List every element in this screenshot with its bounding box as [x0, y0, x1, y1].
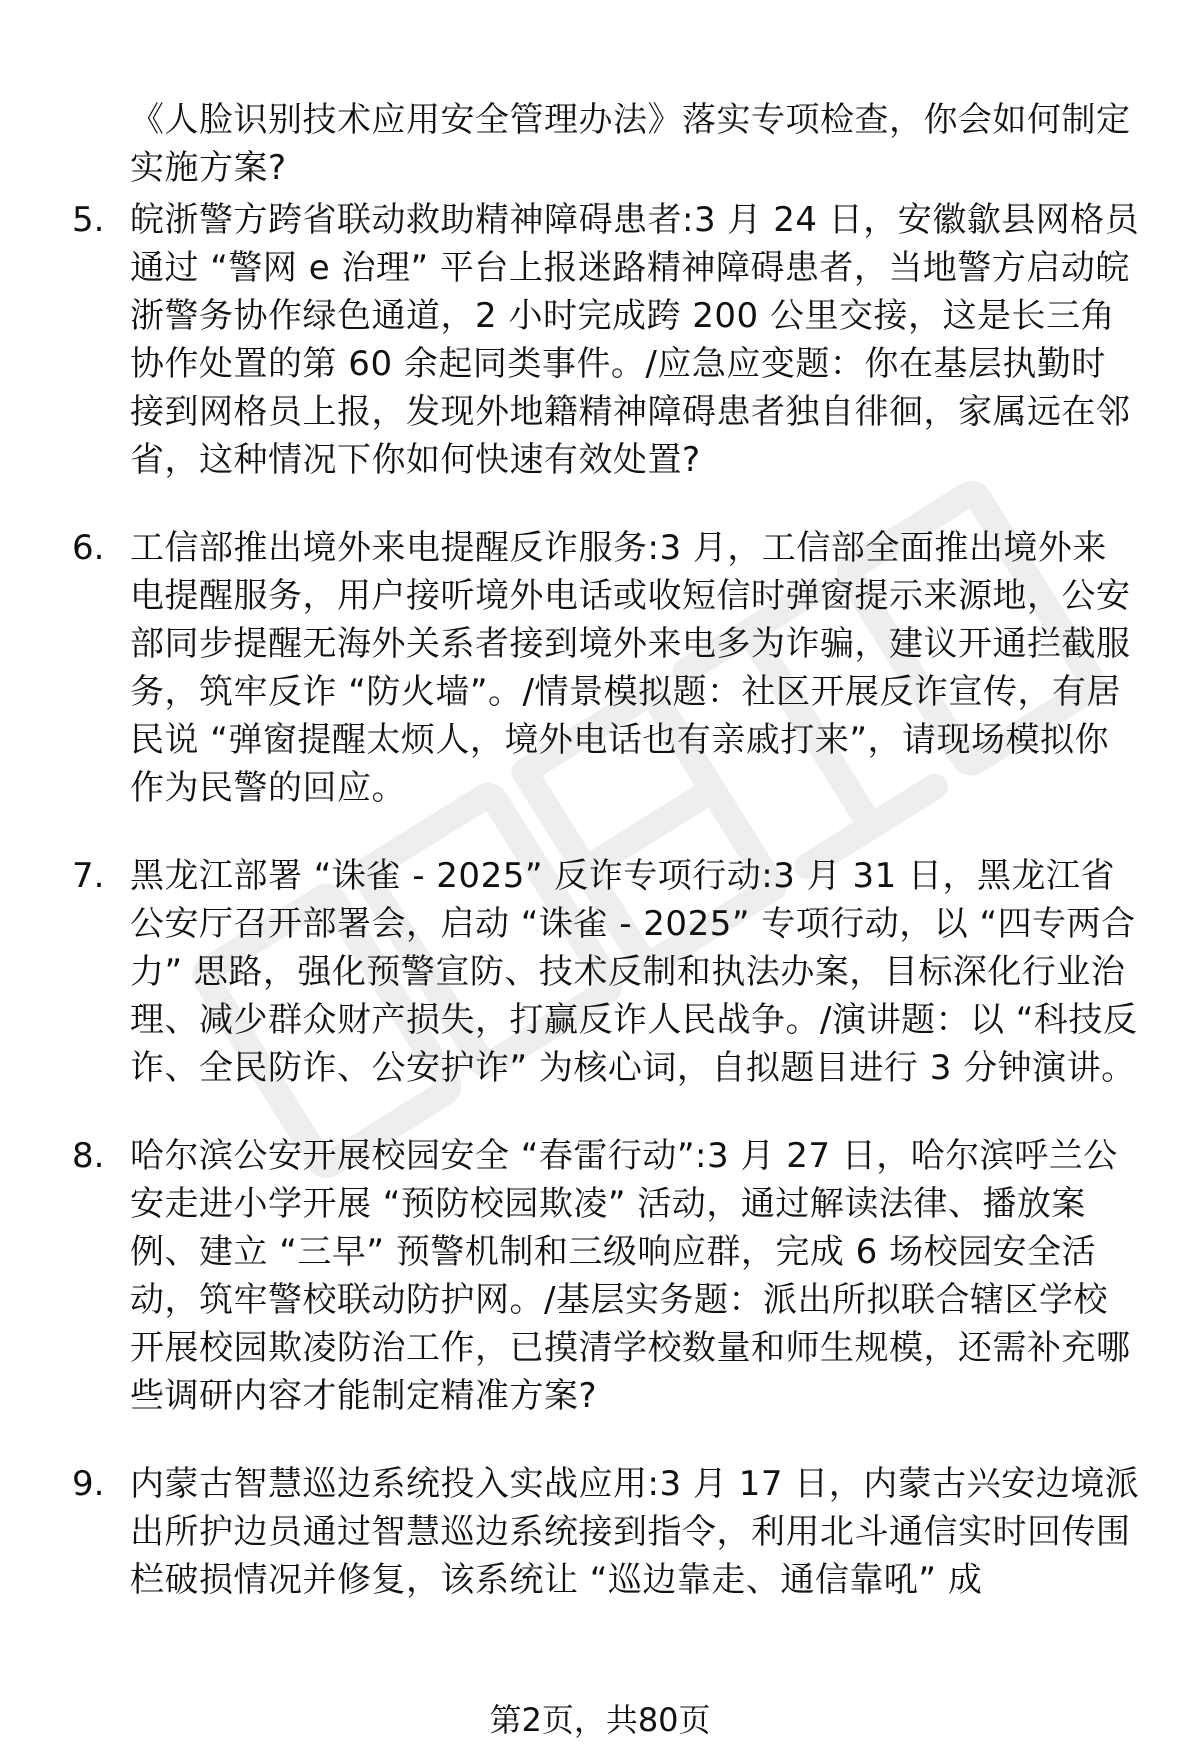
- list-item: [0, 524, 1200, 812]
- page-footer: 第2页，共80页: [489, 1701, 711, 1739]
- list-item: [0, 1132, 1200, 1420]
- item-text: 皖浙警方跨省联动救助精神障碍患者:3 月 24 日，安徽歙县网格员通过 “警网 e 治理” 平台上报迷路精神障碍患者，当地警方启动皖浙警务协作绿色通道，2 小时完成跨 200 公里交接，这是长三角协作处置的第 60 余起同类事件。/应急应变题：你在基层执勤时接到网格员上报，发现外地籍精神障碍患者独自徘徊，家属远在邻省，这种情况下你如何快速有效处置?: [130, 200, 1140, 480]
- list-item: [0, 196, 1200, 484]
- item-text: 内蒙古智慧巡边系统投入实战应用:3 月 17 日，内蒙古兴安边境派出所护边员通过智慧巡边系统接到指令，利用北斗通信实时回传围栏破损情况并修复，该系统让 “巡边靠走、通信靠吼” 成: [130, 1464, 1140, 1600]
- item-number: 7.: [72, 856, 105, 896]
- item-number: 6.: [72, 528, 105, 568]
- list-item: [0, 1460, 1200, 1604]
- item-number: 8.: [72, 1136, 105, 1176]
- question-list: [0, 196, 1200, 1644]
- item-number: 9.: [72, 1464, 105, 1504]
- item-text: 黑龙江部署 “诛雀 - 2025” 反诈专项行动:3 月 31 日，黑龙江省公安厅召开部署会，启动 “诛雀 - 2025” 专项行动，以 “四专两合力” 思路，强化预警宣防、技术反制和执法办案，目标深化行业治理、减少群众财产损失，打赢反诈人民战争。/演讲题：以 “科技反诈、全民防诈、公安护诈” 为核心词，自拟题目进行 3 分钟演讲。: [130, 856, 1138, 1088]
- list-item: [0, 852, 1200, 1092]
- item-text: 哈尔滨公安开展校园安全 “春雷行动”:3 月 27 日，哈尔滨呼兰公安走进小学开展 “预防校园欺凌” 活动，通过解读法律、播放案例、建立 “三早” 预警机制和三级响应群，完成 6 场校园安全活动，筑牢警校联动防护网。/基层实务题：派出所拟联合辖区学校开展校园欺凌防治工作，已摸清学校数量和师生规模，还需补充哪些调研内容才能制定精准方案?: [130, 1136, 1131, 1416]
- item-text: 工信部推出境外来电提醒反诈服务:3 月，工信部全面推出境外来电提醒服务，用户接听境外电话或收短信时弹窗提示来源地，公安部同步提醒无海外关系者接到境外来电多为诈骗，建议开通拦截服务，筑牢反诈 “防火墙”。/情景模拟题：社区开展反诈宣传，有居民说 “弹窗提醒太烦人，境外电话也有亲戚打来”，请现场模拟你作为民警的回应。: [130, 528, 1131, 808]
- item-number: 5.: [72, 200, 105, 240]
- intro-paragraph: 《人脸识别技术应用安全管理办法》落实专项检查，你会如何制定实施方案?: [130, 100, 1131, 188]
